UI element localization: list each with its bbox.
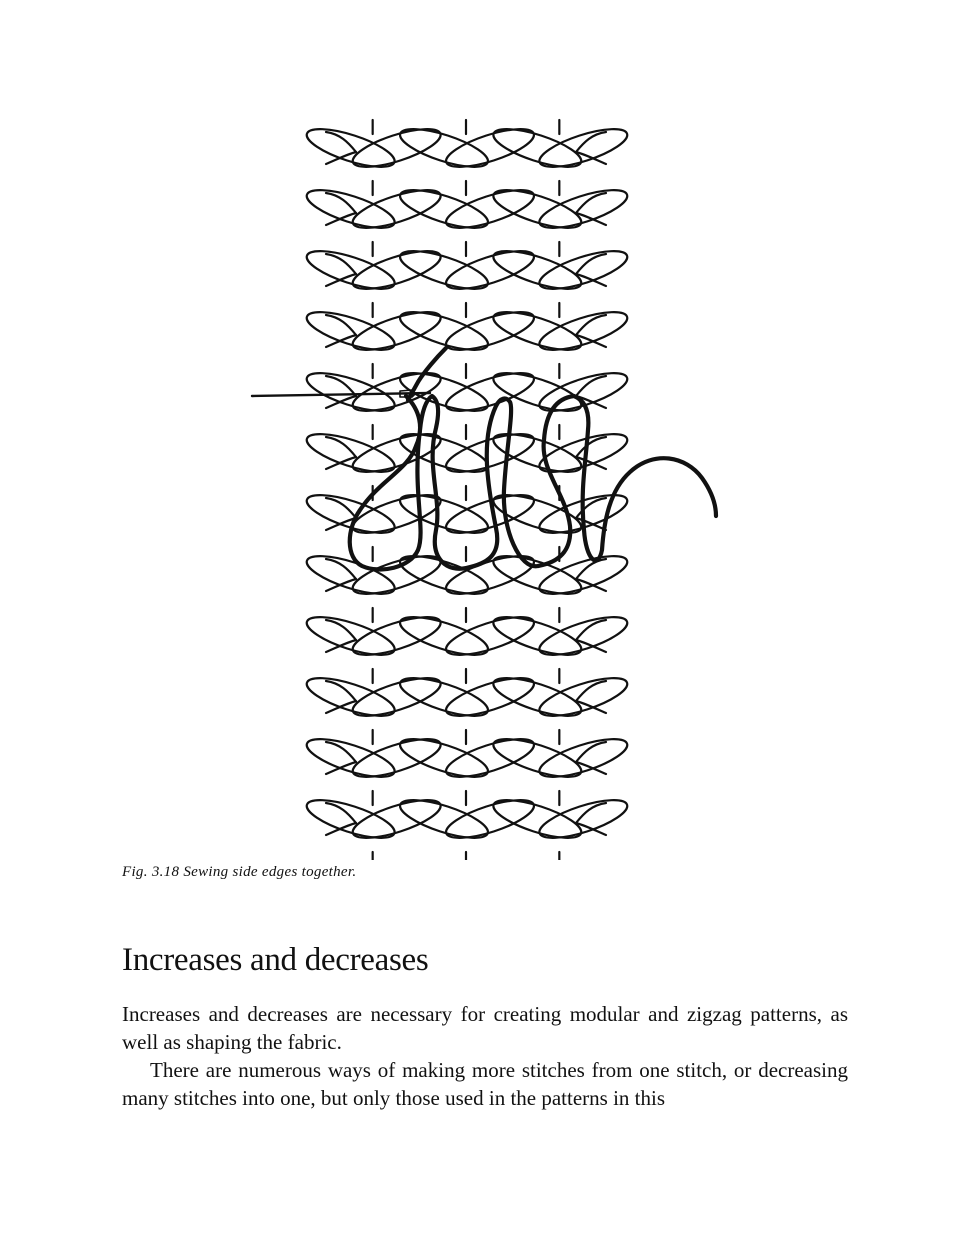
stitch-loop-left [303, 670, 399, 723]
stitch-loop-left [490, 731, 586, 784]
stitch-loop-left [303, 365, 399, 418]
stitch-loop-right [442, 182, 538, 235]
stitch-loop-right [536, 609, 632, 662]
body-paragraph: Increases and decreases are necessary for creating modular and zigzag patterns, as well as shaping the fabric. [122, 1002, 848, 1054]
stitch-loop-right [349, 121, 445, 174]
stitch-loop-left [490, 670, 586, 723]
stitch-loop-left [396, 731, 492, 784]
stitch-loop-right [442, 243, 538, 296]
stitch-loop-left [396, 609, 492, 662]
stitch-loop-left [396, 670, 492, 723]
stitch-loop-right [536, 731, 632, 784]
stitch-loop-left [396, 487, 492, 540]
stitch-loop-left [303, 121, 399, 174]
sewing-diagram [240, 110, 740, 860]
stitch-loop-right [442, 365, 538, 418]
stitch-loop-right [349, 304, 445, 357]
stitch-loop-left [303, 182, 399, 235]
stitch-loop-right [349, 243, 445, 296]
stitch-loop-right [442, 121, 538, 174]
stitch-loop-right [442, 731, 538, 784]
stitch-loop-left [490, 609, 586, 662]
stitch-loop-left [490, 304, 586, 357]
stitch-loop-left [490, 121, 586, 174]
stitch-loop-left [396, 243, 492, 296]
figure-caption: Fig. 3.18 Sewing side edges together. [122, 864, 357, 880]
stitch-loop-right [536, 243, 632, 296]
stitch-loop-right [442, 792, 538, 845]
stitch-loop-right [349, 731, 445, 784]
stitch-loop-right [349, 792, 445, 845]
section-title: Increases and decreases [122, 942, 429, 978]
stitch-loop-left [303, 243, 399, 296]
stitch-loop-left [303, 609, 399, 662]
stitch-loop-left [303, 304, 399, 357]
stitch-loop-right [536, 670, 632, 723]
needle-shaft [252, 393, 430, 396]
knit-fabric-illustration [240, 110, 740, 860]
stitch-loop-left [303, 731, 399, 784]
stitch-loop-right [536, 182, 632, 235]
stitch-loop-right [349, 609, 445, 662]
stitch-loop-right [442, 670, 538, 723]
stitch-loop-left [396, 121, 492, 174]
stitch-loop-right [442, 609, 538, 662]
stitch-loop-right [349, 548, 445, 601]
stitch-loop-right [349, 487, 445, 540]
stitch-loop-right [536, 548, 632, 601]
body-paragraph: There are numerous ways of making more stitches from one stitch, or decreasing many stitches into one, but only those used in the patterns in this [122, 1058, 848, 1110]
stitch-loop-left [490, 182, 586, 235]
stitch-loop-left [490, 792, 586, 845]
stitch-loop-right [442, 304, 538, 357]
stitch-loop-left [303, 792, 399, 845]
stitch-loop-right [536, 304, 632, 357]
stitch-loop-left [490, 548, 586, 601]
stitch-loop-left [490, 365, 586, 418]
stitch-loop-left [396, 548, 492, 601]
stitch-loop-right [349, 182, 445, 235]
needle [252, 390, 430, 397]
section-body [122, 1000, 848, 1112]
stitch-loop-right [349, 670, 445, 723]
stitch-loop-left [303, 426, 399, 479]
stitch-loop-left [396, 182, 492, 235]
stitch-loop-left [396, 792, 492, 845]
stitch-loop-left [490, 243, 586, 296]
stitch-loop-right [536, 792, 632, 845]
stitch-loop-right [536, 121, 632, 174]
